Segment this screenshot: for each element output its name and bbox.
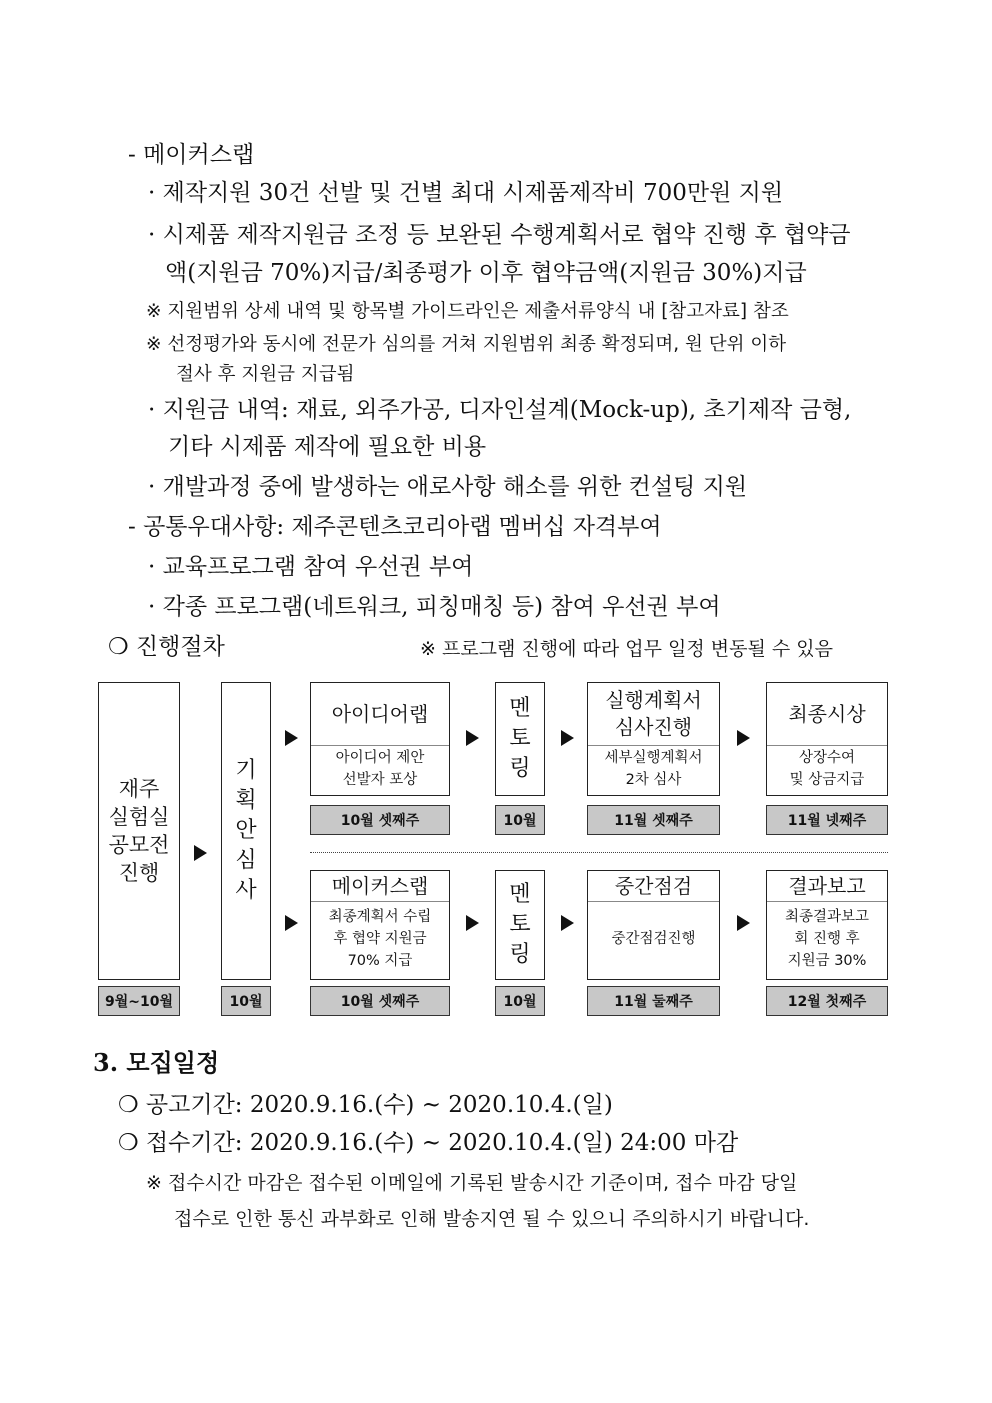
result-report-box bbox=[766, 870, 888, 980]
mentor-char: 토 bbox=[509, 912, 531, 937]
makers-lab-box bbox=[310, 870, 450, 980]
review-char: 사 bbox=[235, 878, 257, 903]
stage-title: 최종시상 bbox=[767, 683, 887, 746]
procedure-heading: ❍ 진행절차 bbox=[108, 634, 225, 660]
review-char: 안 bbox=[235, 818, 257, 843]
mentor-char: 링 bbox=[509, 942, 531, 967]
maker-bullet-3: · 지원금 내역: 재료, 외주가공, 디자인설계(Mock-up), 초기제작 금형, bbox=[148, 397, 852, 423]
mentor-char: 토 bbox=[509, 726, 531, 751]
arrow-icon bbox=[561, 915, 574, 931]
arrow-icon bbox=[737, 915, 750, 931]
mentoring-box-1 bbox=[495, 682, 545, 796]
note-scope-cont: 절사 후 지원금 지급됨 bbox=[176, 364, 355, 385]
receipt-note: ※ 접수시간 마감은 접수된 이메일에 기록된 발송시간 기준이며, 접수 마감 당일 bbox=[146, 1172, 798, 1194]
review-label: 10월 bbox=[221, 986, 271, 1016]
receipt-note-cont: 접수로 인한 통신 과부화로 인해 발송지연 될 수 있으니 주의하시기 바랍니다. bbox=[174, 1208, 810, 1230]
arrow-icon bbox=[285, 915, 298, 931]
stage-body: 최종계획서 수립 후 협약 지원금 70% 지급 bbox=[328, 909, 432, 969]
plan-review-label: 11월 셋째주 bbox=[587, 805, 720, 835]
note-guideline: ※ 지원범위 상세 내역 및 항목별 가이드라인은 제출서류양식 내 [참고자료] 참조 bbox=[146, 301, 789, 322]
review-box bbox=[221, 682, 271, 980]
arrow-icon bbox=[194, 845, 207, 861]
stage-title: 결과보고 bbox=[767, 871, 887, 902]
review-char: 심 bbox=[235, 848, 257, 873]
makers-lab-label: 10월 셋째주 bbox=[310, 986, 450, 1016]
mentor-char: 멘 bbox=[509, 696, 531, 721]
mid-check-label: 11월 둘째주 bbox=[587, 986, 720, 1016]
maker-lab-heading: - 메이커스랩 bbox=[128, 142, 255, 168]
final-award-box bbox=[766, 682, 888, 796]
stage-title: 메이커스랩 bbox=[311, 871, 449, 902]
stage-title: 아이디어랩 bbox=[311, 683, 449, 746]
final-award-label: 11월 넷째주 bbox=[766, 805, 888, 835]
stage-body: 상장수여 및 상금지급 bbox=[789, 750, 865, 788]
plan-review-box bbox=[587, 682, 720, 796]
start-box: 재주 실험실 공모전 진행 bbox=[98, 682, 180, 980]
stage-body: 최종결과보고 회 진행 후 지원금 30% bbox=[784, 909, 870, 969]
common-heading: - 공통우대사항: 제주콘텐츠코리아랩 멤버십 자격부여 bbox=[128, 514, 662, 540]
idea-lab-label: 10월 셋째주 bbox=[310, 805, 450, 835]
arrow-icon bbox=[285, 730, 298, 746]
mentor-char: 멘 bbox=[509, 882, 531, 907]
receipt-period: ❍ 접수기간: 2020.9.16.(수) ~ 2020.10.4.(일) 24:00 마감 bbox=[118, 1130, 739, 1156]
maker-bullet-4: · 개발과정 중에 발생하는 애로사항 해소를 위한 컨설팅 지원 bbox=[148, 474, 748, 500]
arrow-icon bbox=[466, 730, 479, 746]
notice-period: ❍ 공고기간: 2020.9.16.(수) ~ 2020.10.4.(일) bbox=[118, 1092, 613, 1118]
row-divider bbox=[310, 852, 888, 853]
mentoring-label-1: 10월 bbox=[495, 805, 545, 835]
maker-bullet-3-cont: 기타 시제품 제작에 필요한 비용 bbox=[168, 434, 487, 460]
arrow-icon bbox=[737, 730, 750, 746]
mentoring-label-2: 10월 bbox=[495, 986, 545, 1016]
review-char: 기 bbox=[235, 758, 257, 783]
mentoring-box-2 bbox=[495, 870, 545, 980]
stage-body: 아이디어 제안 선발자 포상 bbox=[335, 750, 425, 788]
idea-lab-box bbox=[310, 682, 450, 796]
procedure-note: ※ 프로그램 진행에 따라 업무 일정 변동될 수 있음 bbox=[420, 638, 833, 660]
maker-bullet-2-cont: 액(지원금 70%)지급/최종평가 이후 협약금액(지원금 30%)지급 bbox=[165, 260, 807, 286]
start-label: 9월~10월 bbox=[98, 986, 180, 1016]
common-bullet-2: · 각종 프로그램(네트워크, 피칭매칭 등) 참여 우선권 부여 bbox=[148, 594, 721, 620]
stage-title: 실행계획서 심사진행 bbox=[588, 683, 719, 746]
arrow-icon bbox=[561, 730, 574, 746]
mentor-char: 링 bbox=[509, 756, 531, 781]
maker-bullet-2: · 시제품 제작지원금 조정 등 보완된 수행계획서로 협약 진행 후 협약금 bbox=[148, 222, 851, 248]
maker-bullet-1: · 제작지원 30건 선발 및 건별 최대 시제품제작비 700만원 지원 bbox=[148, 180, 784, 206]
review-char: 획 bbox=[235, 788, 257, 813]
stage-body: 중간점검진행 bbox=[611, 931, 696, 947]
arrow-icon bbox=[466, 915, 479, 931]
stage-body: 세부실행계획서 2차 심사 bbox=[604, 750, 703, 788]
note-scope: ※ 선정평가와 동시에 전문가 심의를 거쳐 지원범위 최종 확정되며, 원 단위 이하 bbox=[146, 334, 787, 355]
mid-check-box bbox=[587, 870, 720, 980]
schedule-heading: 3. 모집일정 bbox=[93, 1048, 220, 1077]
result-report-label: 12월 첫째주 bbox=[766, 986, 888, 1016]
stage-title: 중간점검 bbox=[588, 871, 719, 902]
common-bullet-1: · 교육프로그램 참여 우선권 부여 bbox=[148, 554, 474, 580]
